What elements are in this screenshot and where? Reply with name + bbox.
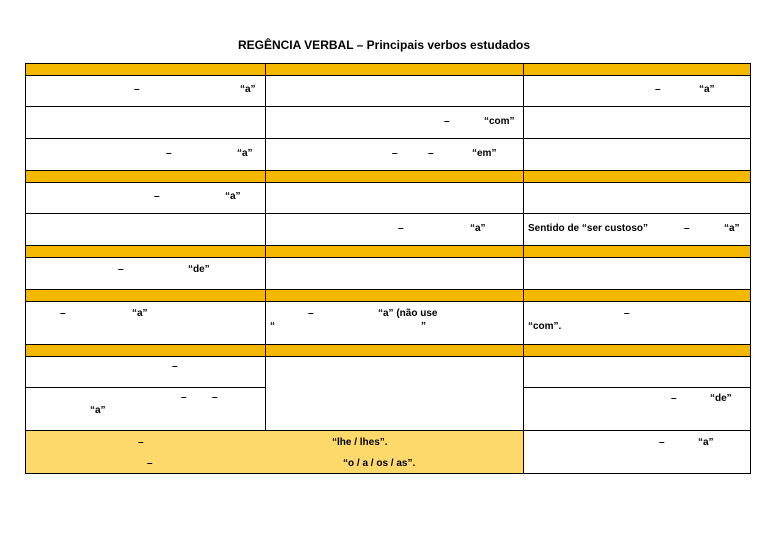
table-cell bbox=[26, 107, 266, 139]
dash-text: – bbox=[428, 148, 434, 159]
table-header-cell bbox=[266, 64, 524, 76]
preposition-text: “a” bbox=[240, 84, 256, 95]
table-row bbox=[26, 214, 751, 246]
table-cell bbox=[524, 183, 751, 214]
table-cell bbox=[524, 139, 751, 171]
dash-text: – bbox=[655, 84, 661, 95]
table-cell bbox=[266, 76, 524, 107]
dash-text: – bbox=[172, 361, 178, 372]
table-cell bbox=[26, 302, 266, 345]
table-row bbox=[26, 183, 751, 214]
preposition-text: “com”. bbox=[528, 321, 562, 332]
table-header-cell bbox=[266, 246, 524, 258]
dash-text: – bbox=[166, 148, 172, 159]
table-cell bbox=[26, 258, 266, 290]
dash-text: – bbox=[118, 264, 124, 275]
preposition-text: “de” bbox=[188, 264, 210, 275]
table-cell bbox=[266, 214, 524, 246]
dash-text: – bbox=[659, 437, 665, 448]
table-header-cell bbox=[266, 290, 524, 302]
preposition-text: “de” bbox=[710, 393, 732, 404]
dash-text: – bbox=[147, 458, 153, 469]
table-row bbox=[26, 357, 751, 388]
table-cell bbox=[26, 214, 266, 246]
table-cell bbox=[524, 302, 751, 345]
dash-text: – bbox=[138, 437, 144, 448]
verb-table bbox=[25, 63, 751, 474]
dash-text: – bbox=[624, 308, 630, 319]
page-title: REGÊNCIA VERBAL – Principais verbos estudados bbox=[237, 38, 531, 52]
table-header-cell bbox=[266, 345, 524, 357]
table-header-cell bbox=[524, 290, 751, 302]
table-cell bbox=[266, 107, 524, 139]
pronoun-text: “o / a / os / as”. bbox=[343, 458, 416, 469]
table-row bbox=[26, 258, 751, 290]
table-header-row bbox=[26, 345, 751, 357]
table-cell bbox=[524, 214, 751, 246]
quote-close-text: ” bbox=[421, 321, 426, 332]
dash-text: – bbox=[134, 84, 140, 95]
preposition-text: “a” bbox=[699, 84, 715, 95]
table-cell-merged bbox=[266, 357, 524, 431]
table-cell bbox=[266, 258, 524, 290]
table-cell bbox=[266, 302, 524, 345]
table-cell-highlighted bbox=[26, 431, 524, 474]
preposition-text: “a” bbox=[698, 437, 714, 448]
preposition-text: “em” bbox=[472, 148, 497, 159]
table-cell bbox=[524, 431, 751, 474]
preposition-text: “a” bbox=[724, 223, 740, 234]
preposition-text: “a” bbox=[237, 148, 253, 159]
table-cell bbox=[524, 76, 751, 107]
dash-text: – bbox=[308, 308, 314, 319]
table-cell bbox=[26, 183, 266, 214]
preposition-text: “a” (não use bbox=[378, 308, 438, 319]
table-header-cell bbox=[266, 171, 524, 183]
preposition-text: “a” bbox=[225, 191, 241, 202]
dash-text: – bbox=[181, 392, 187, 403]
table-cell bbox=[26, 357, 266, 388]
dash-text: – bbox=[444, 116, 450, 127]
quote-open-text: “ bbox=[270, 321, 275, 332]
preposition-text: “a” bbox=[470, 223, 486, 234]
table-header-cell bbox=[26, 246, 266, 258]
table-cell bbox=[26, 76, 266, 107]
table-row bbox=[26, 76, 751, 107]
pronoun-text: “lhe / lhes”. bbox=[332, 437, 388, 448]
table-header-row bbox=[26, 290, 751, 302]
table-cell bbox=[524, 357, 751, 388]
table-header-cell bbox=[524, 171, 751, 183]
table-cell bbox=[26, 139, 266, 171]
table-header-cell bbox=[524, 246, 751, 258]
table-header-cell bbox=[524, 345, 751, 357]
table-row bbox=[26, 139, 751, 171]
dash-text: – bbox=[154, 191, 160, 202]
dash-text: – bbox=[60, 308, 66, 319]
table-header-cell bbox=[26, 171, 266, 183]
table-cell bbox=[524, 388, 751, 431]
table-cell bbox=[26, 388, 266, 431]
dash-text: – bbox=[398, 223, 404, 234]
table-row bbox=[26, 431, 751, 474]
preposition-text: “com” bbox=[484, 116, 515, 127]
table-row bbox=[26, 302, 751, 345]
dash-text: – bbox=[684, 223, 690, 234]
table-header-cell bbox=[26, 64, 266, 76]
table-row bbox=[26, 107, 751, 139]
dash-text: – bbox=[671, 393, 677, 404]
preposition-text: “a” bbox=[132, 308, 148, 319]
table-cell bbox=[524, 107, 751, 139]
table-header-row bbox=[26, 171, 751, 183]
table-cell bbox=[266, 139, 524, 171]
table-cell bbox=[266, 183, 524, 214]
meaning-text: Sentido de “ser custoso” bbox=[528, 223, 649, 234]
preposition-text: “a” bbox=[90, 405, 106, 416]
table-header-row bbox=[26, 246, 751, 258]
dash-text: – bbox=[212, 392, 218, 403]
table-cell bbox=[524, 258, 751, 290]
dash-text: – bbox=[392, 148, 398, 159]
table-header-cell bbox=[26, 345, 266, 357]
table-header-row bbox=[26, 64, 751, 76]
table-header-cell bbox=[524, 64, 751, 76]
table-header-cell bbox=[26, 290, 266, 302]
